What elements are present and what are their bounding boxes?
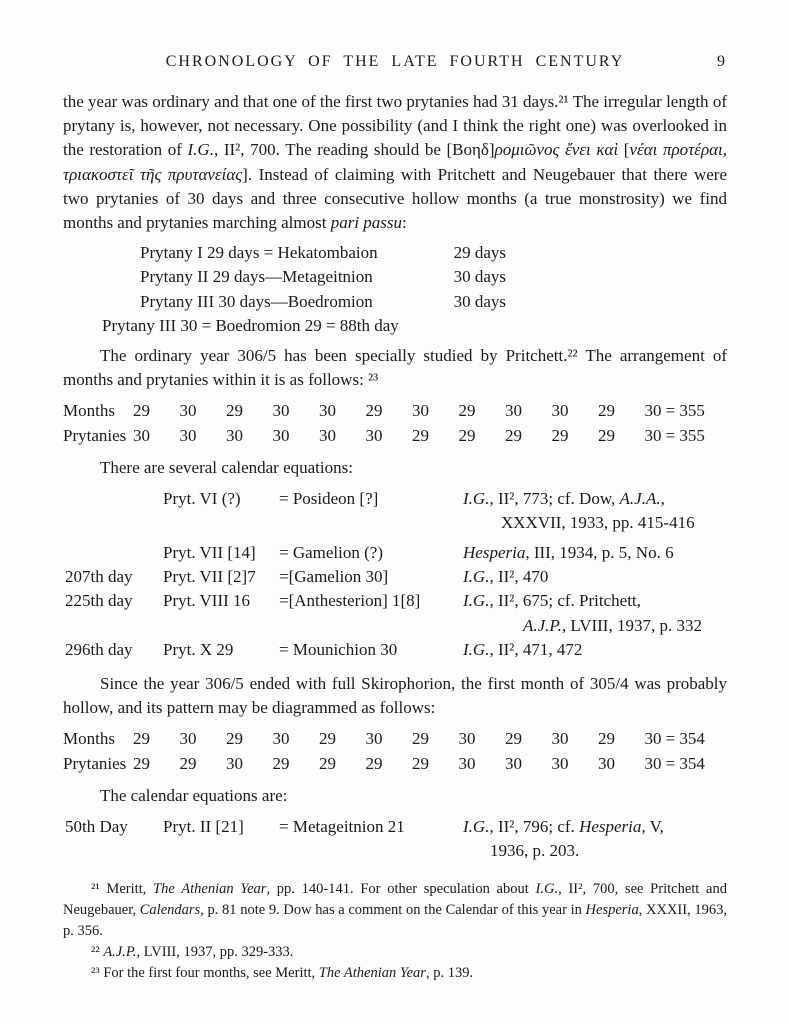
table-cell: 30 bbox=[226, 754, 243, 774]
months-prytanies-table-306-5 bbox=[63, 398, 727, 448]
prytany-entry: Prytany III 30 days—Boedromion bbox=[140, 291, 373, 311]
table-cell: 29 bbox=[365, 754, 383, 774]
equation-ref-continuation bbox=[63, 839, 727, 863]
text-segment: , LVIII, 1937, pp. 329-333. bbox=[136, 944, 294, 961]
table-cell: 30 bbox=[272, 426, 290, 446]
italic-text-segment: pari passu bbox=[330, 213, 403, 233]
reference-line2 bbox=[463, 511, 727, 535]
table-cell: 30 bbox=[365, 426, 383, 446]
paragraph-year-305-4 bbox=[63, 672, 727, 720]
equation-ref-continuation bbox=[63, 614, 727, 638]
equation-ref-continuation bbox=[63, 511, 727, 535]
text-segment: the year was ordinary and that one of the first two prytanies had 31 days.²¹ The irregular length of prytany is, however, not necessary. One possibility (and I think the right one) was overlooked in the restoration of bbox=[63, 92, 727, 160]
reference bbox=[463, 541, 727, 565]
day-count: 207th day bbox=[65, 567, 133, 587]
prytany-summary-line: Prytany III 30 = Boedromion 29 = 88th day bbox=[102, 315, 399, 335]
italic-text-segment: The Athenian Year bbox=[153, 881, 267, 898]
table-cell: 30 bbox=[365, 729, 383, 749]
table-cell: 29 bbox=[458, 426, 476, 446]
month-date: = Mounichion 30 bbox=[279, 639, 398, 659]
spacer bbox=[63, 614, 163, 638]
text-segment: , II², 675; cf. Pritchett, bbox=[489, 591, 641, 611]
footnote-23 bbox=[63, 963, 727, 984]
row-values bbox=[133, 751, 662, 776]
table-cell: 29 bbox=[226, 401, 243, 421]
spacer bbox=[279, 614, 463, 638]
spacer bbox=[279, 511, 463, 535]
prytany-entry: Prytany II 29 days—Metageitnion bbox=[140, 267, 373, 287]
list-item bbox=[140, 265, 506, 289]
reference bbox=[463, 815, 727, 839]
table-cell: 29 bbox=[133, 729, 150, 749]
spacer bbox=[163, 839, 279, 863]
reference bbox=[463, 487, 727, 511]
spacer bbox=[163, 614, 279, 638]
row-label: Prytanies bbox=[63, 754, 127, 774]
italic-text-segment: Hesperia bbox=[579, 816, 642, 836]
table-row bbox=[63, 751, 727, 776]
row-values bbox=[133, 726, 662, 751]
text-segment: , p. 81 note 9. Dow has a comment on the Calendar of this year in bbox=[200, 902, 586, 919]
table-cell: 30 bbox=[179, 729, 197, 749]
prytany-date: Pryt. VIII 16 bbox=[163, 591, 251, 611]
text-segment: , III, 1934, p. 5, No. 6 bbox=[525, 543, 674, 563]
table-cell: 29 bbox=[133, 401, 150, 421]
table-cell: 29 bbox=[226, 729, 243, 749]
table-cell: 30 bbox=[458, 729, 476, 749]
equation-row bbox=[63, 815, 727, 839]
text-segment: [ bbox=[618, 140, 630, 160]
text-segment: ²³ For the first four months, see Meritt, bbox=[91, 965, 319, 982]
day-count bbox=[63, 487, 163, 511]
row-total: = 354 bbox=[665, 729, 705, 749]
table-cell: 29 bbox=[412, 426, 429, 446]
calendar-equations-305-4 bbox=[63, 815, 727, 863]
text-segment: Since the year 306/5 ended with full Skirophorion, the first month of 305/4 was probably hollow, and its pattern may be diagrammed as follows: bbox=[63, 674, 727, 718]
day-count: 296th day bbox=[65, 639, 133, 659]
text-segment: , II², 796; cf. bbox=[489, 816, 580, 836]
italic-text-segment: I.G. bbox=[463, 591, 490, 611]
table-cell: 29 bbox=[505, 426, 522, 446]
text-segment: The ordinary year 306/5 has been specially studied by Pritchett.²² The arrangement of months and prytanies within it is as follows: ²³ bbox=[63, 346, 727, 390]
page-number: 9 bbox=[717, 53, 725, 70]
table-cell: 30 bbox=[272, 401, 290, 421]
list-item bbox=[140, 290, 506, 314]
months-prytanies-table-305-4 bbox=[63, 726, 727, 776]
table-cell: 30 bbox=[179, 401, 197, 421]
table-cell: 30 bbox=[412, 401, 429, 421]
table-cell: 30 bbox=[505, 401, 522, 421]
text-segment: , II², 773; cf. Dow, bbox=[489, 488, 620, 508]
running-head bbox=[63, 52, 727, 72]
text-segment: ²² bbox=[91, 944, 104, 961]
table-cell: 29 bbox=[598, 426, 615, 446]
month-date: =[Anthesterion] 1[8] bbox=[279, 591, 421, 611]
table-cell: 30 bbox=[644, 754, 662, 774]
prytany-date: Pryt. VII [2]7 bbox=[163, 567, 256, 587]
month-days: 29 days bbox=[453, 243, 506, 263]
table-cell: 29 bbox=[412, 754, 429, 774]
text-segment: , bbox=[660, 488, 665, 508]
table-row bbox=[63, 398, 727, 423]
prytany-date: Pryt. VI (?) bbox=[163, 488, 241, 508]
italic-text-segment: A.J.P. bbox=[523, 615, 562, 635]
footnote-21 bbox=[63, 879, 727, 942]
list-item bbox=[140, 241, 506, 265]
table-cell: 30 bbox=[319, 401, 336, 421]
text-segment: , pp. 140-141. For other speculation about bbox=[266, 881, 536, 898]
row-total: = 355 bbox=[665, 401, 705, 421]
prytany-date: Pryt. X 29 bbox=[163, 639, 234, 659]
italic-text-segment: νέαι προτέραι, τριακοστεῖ τῆς πρυτανείας bbox=[63, 140, 728, 184]
paragraph-year-306-5 bbox=[63, 344, 727, 392]
italic-text-segment: Calendars bbox=[139, 902, 201, 919]
italic-text-segment: Hesperia bbox=[585, 902, 639, 919]
spacer bbox=[163, 511, 279, 535]
prytany-date: Pryt. II [21] bbox=[163, 816, 244, 836]
spacer bbox=[279, 839, 463, 863]
row-total: = 355 bbox=[665, 426, 705, 446]
table-cell: 29 bbox=[598, 401, 615, 421]
reference-line2 bbox=[463, 839, 727, 863]
italic-text-segment: ρομιῶνος ἔνει καὶ bbox=[494, 140, 619, 160]
italic-text-segment: I.G. bbox=[535, 881, 559, 898]
equations-intro-306-5: There are several calendar equations: bbox=[100, 458, 353, 478]
text-segment: , II², 700, see Pritchett and Neugebauer, bbox=[63, 881, 727, 919]
table-cell: 29 bbox=[133, 754, 150, 774]
text-segment: , II², 700. The reading should be [Βοηδ] bbox=[213, 140, 495, 160]
text-segment: , II², 470 bbox=[489, 567, 549, 587]
footnotes bbox=[63, 879, 727, 984]
row-label: Prytanies bbox=[63, 426, 127, 446]
table-row bbox=[63, 423, 727, 448]
italic-text-segment: I.G. bbox=[463, 567, 490, 587]
equation-row bbox=[63, 589, 727, 613]
text-segment: , p. 139. bbox=[425, 965, 474, 982]
month-days: 30 days bbox=[453, 267, 506, 287]
prytany-month-list bbox=[102, 241, 506, 338]
table-cell: 30 bbox=[598, 754, 615, 774]
table-cell: 30 bbox=[551, 754, 569, 774]
table-cell: 29 bbox=[272, 754, 290, 774]
italic-text-segment: I.G. bbox=[463, 488, 490, 508]
table-cell: 29 bbox=[365, 401, 383, 421]
paragraph-restoration bbox=[63, 90, 727, 235]
table-cell: 29 bbox=[412, 729, 429, 749]
table-cell: 29 bbox=[598, 729, 615, 749]
table-cell: 29 bbox=[319, 754, 336, 774]
table-cell: 30 bbox=[551, 401, 569, 421]
table-cell: 30 bbox=[319, 426, 336, 446]
text-segment: , LVIII, 1937, p. 332 bbox=[561, 615, 702, 635]
text-segment: : bbox=[402, 213, 407, 233]
text-segment: 1936, p. 203. bbox=[490, 840, 580, 860]
row-values bbox=[133, 398, 662, 423]
prytany-entry: Prytany I 29 days = Hekatombaion bbox=[140, 243, 378, 263]
month-date: = Posideon [?] bbox=[279, 488, 379, 508]
italic-text-segment: I.G. bbox=[463, 639, 490, 659]
table-cell: 30 bbox=[179, 426, 197, 446]
row-label: Months bbox=[63, 729, 115, 749]
table-cell: 30 bbox=[458, 754, 476, 774]
month-date: = Gamelion (?) bbox=[279, 543, 383, 563]
table-cell: 30 bbox=[133, 426, 150, 446]
reference-line2 bbox=[463, 614, 727, 638]
table-cell: 29 bbox=[458, 401, 476, 421]
page-title: CHRONOLOGY OF THE LATE FOURTH CENTURY bbox=[165, 53, 625, 70]
table-cell: 29 bbox=[551, 426, 569, 446]
row-values bbox=[133, 423, 662, 448]
table-cell: 30 bbox=[505, 754, 522, 774]
text-segment: XXXVII, 1933, pp. 415-416 bbox=[501, 512, 695, 532]
month-days: 30 days bbox=[453, 291, 506, 311]
spacer bbox=[63, 839, 163, 863]
row-label: Months bbox=[63, 401, 115, 421]
table-cell: 30 bbox=[272, 729, 290, 749]
reference bbox=[463, 589, 727, 613]
equation-row bbox=[63, 541, 727, 565]
text-segment: ²¹ Meritt, bbox=[91, 881, 154, 898]
equation-row bbox=[63, 565, 727, 589]
equation-row bbox=[63, 487, 727, 511]
text-segment: ]. Instead of claiming with Pritchett and Neugebauer that there were two prytanies of 30 days and three consecutive hollow months (a true monstrosity) we find months and prytanies marching almost bbox=[63, 164, 727, 233]
italic-text-segment: A.J.P. bbox=[103, 944, 137, 961]
equations-intro-305-4: The calendar equations are: bbox=[100, 786, 288, 806]
table-cell: 30 bbox=[226, 426, 243, 446]
month-date: = Metageitnion 21 bbox=[279, 816, 405, 836]
text-segment: , II², 471, 472 bbox=[489, 639, 583, 659]
reference bbox=[463, 638, 727, 662]
calendar-equations-306-5 bbox=[63, 487, 727, 662]
table-cell: 30 bbox=[644, 426, 662, 446]
table-row bbox=[63, 726, 727, 751]
reference bbox=[463, 565, 727, 589]
day-count bbox=[63, 541, 163, 565]
table-cell: 30 bbox=[551, 729, 569, 749]
italic-text-segment: The Athenian Year bbox=[318, 965, 426, 982]
italic-text-segment: I.G. bbox=[187, 140, 214, 160]
table-cell: 29 bbox=[505, 729, 522, 749]
equation-row bbox=[63, 638, 727, 662]
italic-text-segment: Hesperia bbox=[463, 543, 526, 563]
table-cell: 29 bbox=[179, 754, 197, 774]
italic-text-segment: A.J.A. bbox=[619, 488, 661, 508]
row-total: = 354 bbox=[665, 754, 705, 774]
table-cell: 30 bbox=[644, 401, 662, 421]
footnote-22 bbox=[63, 942, 727, 963]
italic-text-segment: I.G. bbox=[463, 816, 490, 836]
day-count: 225th day bbox=[65, 591, 133, 611]
text-segment: , V, bbox=[641, 816, 664, 836]
table-cell: 30 bbox=[644, 729, 662, 749]
text-segment: , XXXII, 1963, p. 356. bbox=[63, 902, 727, 940]
day-count: 50th Day bbox=[65, 816, 128, 836]
spacer bbox=[63, 511, 163, 535]
month-date: =[Gamelion 30] bbox=[279, 567, 389, 587]
table-cell: 29 bbox=[319, 729, 336, 749]
prytany-date: Pryt. VII [14] bbox=[163, 543, 256, 563]
